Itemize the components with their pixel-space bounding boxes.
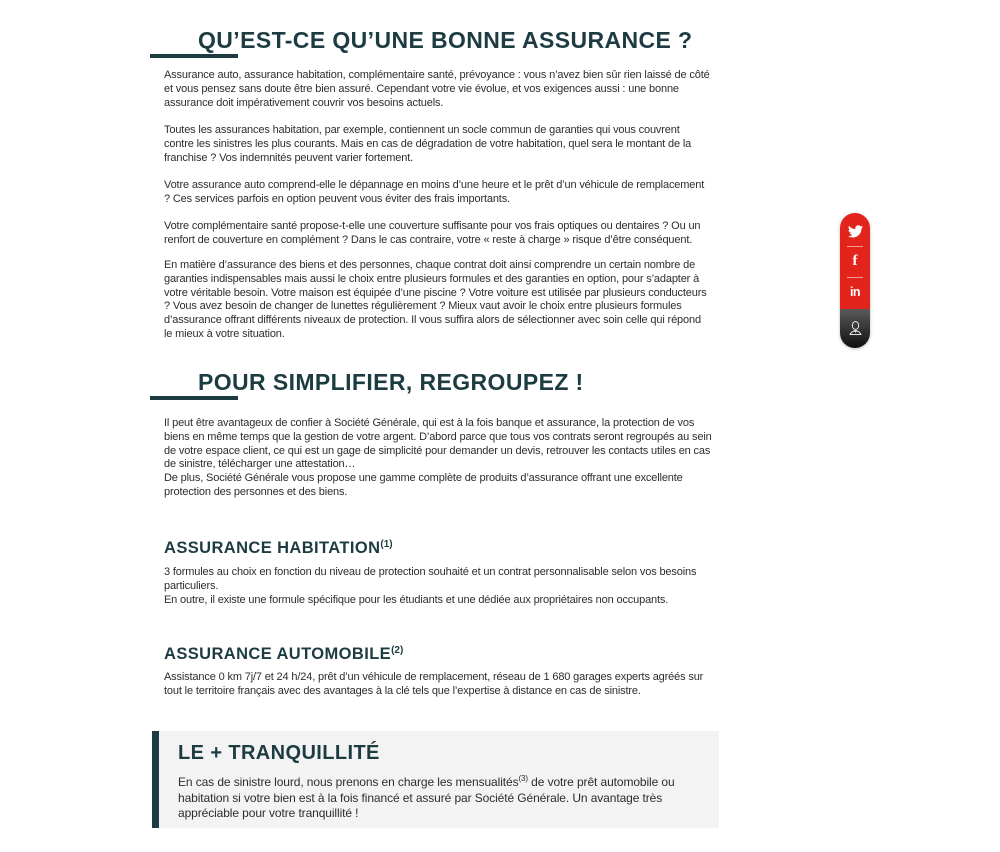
twitter-icon [848,225,863,238]
section-regroupez-header [150,370,584,400]
paragraph-line: 3 formules au choix en fonction du niveau de protection souhaité et un contrat personnalisable selon vos besoins particuliers. [164,566,697,592]
social-share-bar [840,213,870,348]
facebook-icon: f [852,253,858,270]
subsection-habitation-title [164,536,393,557]
paragraph-line: De plus, Société Générale vous propose une gamme complète de produits d’assurance offrant une excellente protection des personnes et des biens. [164,472,683,498]
paragraph: Assurance auto, assurance habitation, complémentaire santé, prévoyance : vous n’avez bien sûr rien laissé de côté et vous pensez sans doute être bien assuré. Cependant votre vie évolue, et vos exigences aussi : une bonne assurance doit impérativement couvrir vos besoins actuels. [164,69,710,109]
callout-text [178,771,701,822]
section-title: POUR SIMPLIFIER, REGROUPEZ ! [198,369,584,395]
footnote-ref: (1) [380,539,393,550]
subsection-title-text: ASSURANCE AUTOMOBILE [164,645,392,663]
title-underline-bar [150,396,238,400]
paragraph: En matière d’assurance des biens et des personnes, chaque contrat doit ainsi comprendre un certain nombre de garanties indispensables mais aussi le choix entre plusieurs formules et des garanties en option, pour s’adapter à votre véritable besoin. Votre maison est équipée d’une piscine ? Votre voiture est utilisée par plusieurs conducteurs ? Vous avez besoin de changer de lunettes régulièrement ? Mieux vaut avoir le choix entre plusieurs formules d’assurance offrant différents niveaux de protection. Il vous suffira alors de sélectionner avec soin celle qui répond le mieux à votre situation. [164,259,707,340]
paragraph-line: Il peut être avantageux de confier à Société Générale, qui est à la fois banque et assurance, la protection de vos biens en même temps que la gestion de votre argent. D’abord parce que tous vos contrats seront regroupés au sein de votre espace client, ce qui est un gage de simplicité pour demander un devis, retrouver les contacts utiles en cas de sinistre, télécharger une attestation… [164,417,712,471]
callout-text-before: En cas de sinistre lourd, nous prenons en charge les mensualités [178,775,519,789]
linkedin-share-button[interactable] [840,278,870,306]
facebook-share-button[interactable] [840,248,870,276]
callout-text-after: de votre prêt automobile ou habitation si votre bien est à la fois financé et assuré par Société Générale. Un avantage très appréciable pour votre tranquillité ! [178,775,675,821]
section-bonne-assurance-header [150,28,693,58]
contact-advisor-button[interactable] [840,309,870,348]
callout-tranquillite [152,731,719,828]
paragraph: Toutes les assurances habitation, par exemple, contiennent un socle commun de garanties qui vous couvrent contre les sinistres les plus courants. Mais en cas de dégradation de votre habitation, quel sera le montant de la franchise ? Vos indemnités peuvent varier fortement. [164,124,692,164]
linkedin-icon: in [849,285,861,300]
callout-title: LE + TRANQUILLITÉ [178,742,380,764]
paragraph [164,417,712,500]
paragraph: Votre assurance auto comprend-elle le dépannage en moins d’une heure et le prêt d’un véhicule de remplacement ? Ces services parfois en option peuvent vous éviter des frais importants. [164,179,705,205]
paragraph-line: En outre, il existe une formule spécifique pour les étudiants et une dédiée aux propriétaires non occupants. [164,593,669,606]
social-share-red-section [840,213,870,309]
subsection-automobile-title [164,642,403,663]
title-underline-bar [150,54,238,58]
paragraph: Assistance 0 km 7j/7 et 24 h/24, prêt d’un véhicule de remplacement, réseau de 1 680 garages experts agréés sur tout le territoire français avec des avantages à la clé tels que l’expertise à distance en cas de sinistre. [164,671,704,697]
twitter-share-button[interactable] [840,218,870,246]
subsection-title-text: ASSURANCE HABITATION [164,539,381,557]
paragraph [164,566,712,607]
advisor-person-icon [846,319,865,338]
footnote-ref: (2) [391,645,404,656]
paragraph: Votre complémentaire santé propose-t-elle une couverture suffisante pour vos frais optiques ou dentaires ? Ou un renfort de couverture en complément ? Dans le cas contraire, votre « reste à charge » risque d’être conséquent. [164,220,701,246]
section-title: QU’EST-CE QU’UNE BONNE ASSURANCE ? [198,27,693,53]
footnote-ref: (3) [518,774,528,783]
